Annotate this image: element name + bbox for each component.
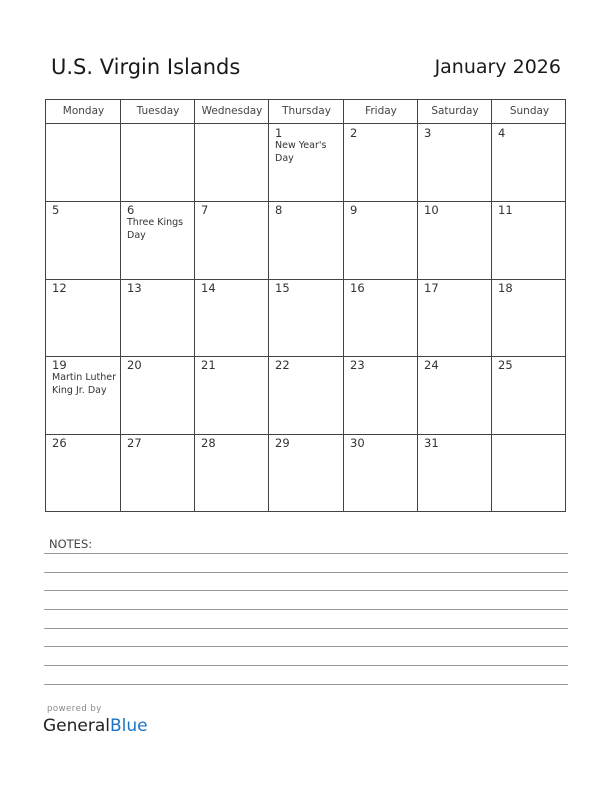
calendar-month: January 2026 bbox=[434, 56, 561, 78]
day-cell[interactable] bbox=[269, 279, 344, 356]
powered-by-text: powered by bbox=[47, 704, 102, 714]
weekday-header: Sunday bbox=[509, 105, 550, 117]
day-number: 23 bbox=[350, 358, 365, 372]
day-number: 28 bbox=[201, 436, 216, 450]
day-number: 4 bbox=[498, 126, 506, 140]
day-cell[interactable] bbox=[195, 434, 269, 512]
notes-line bbox=[44, 609, 568, 610]
day-number: 8 bbox=[275, 203, 283, 217]
day-cell[interactable] bbox=[269, 356, 344, 434]
day-cell[interactable] bbox=[195, 279, 269, 356]
notes-label: NOTES: bbox=[49, 537, 93, 551]
holiday-label: Three Kings Day bbox=[127, 217, 184, 241]
day-number: 2 bbox=[350, 126, 358, 140]
day-number: 7 bbox=[201, 203, 209, 217]
day-number: 27 bbox=[127, 436, 142, 450]
day-number: 26 bbox=[52, 436, 67, 450]
day-cell[interactable] bbox=[418, 124, 492, 201]
day-number: 17 bbox=[424, 281, 439, 295]
notes-line bbox=[44, 684, 568, 685]
day-cell[interactable] bbox=[344, 124, 418, 201]
day-number: 12 bbox=[52, 281, 67, 295]
brand-blue: Blue bbox=[110, 716, 148, 736]
day-cell[interactable] bbox=[46, 434, 121, 512]
day-number: 31 bbox=[424, 436, 439, 450]
day-number: 16 bbox=[350, 281, 365, 295]
weekday-header: Wednesday bbox=[201, 105, 263, 117]
day-cell[interactable] bbox=[418, 434, 492, 512]
holiday-label: Martin Luther King Jr. Day bbox=[52, 372, 116, 396]
day-number: 29 bbox=[275, 436, 290, 450]
day-cell[interactable] bbox=[492, 201, 567, 279]
day-cell[interactable] bbox=[46, 124, 121, 201]
day-number: 15 bbox=[275, 281, 290, 295]
day-number: 3 bbox=[424, 126, 432, 140]
day-cell[interactable] bbox=[46, 279, 121, 356]
day-cell[interactable] bbox=[492, 356, 567, 434]
calendar-grid bbox=[45, 99, 566, 512]
notes-line bbox=[44, 646, 568, 647]
weekday-header: Monday bbox=[62, 105, 105, 117]
notes-line bbox=[44, 572, 568, 573]
day-cell[interactable] bbox=[121, 124, 195, 201]
day-number: 18 bbox=[498, 281, 513, 295]
day-number: 30 bbox=[350, 436, 365, 450]
day-number: 20 bbox=[127, 358, 142, 372]
notes-line bbox=[44, 553, 568, 554]
day-number: 25 bbox=[498, 358, 513, 372]
day-number: 6 bbox=[127, 203, 135, 217]
weekday-header: Saturday bbox=[431, 105, 479, 117]
day-cell[interactable] bbox=[269, 124, 344, 201]
day-number: 10 bbox=[424, 203, 439, 217]
day-cell[interactable] bbox=[195, 201, 269, 279]
day-cell[interactable] bbox=[492, 279, 567, 356]
brand-general: General bbox=[43, 716, 110, 736]
holiday-label: New Year's Day bbox=[275, 140, 327, 164]
day-cell[interactable] bbox=[46, 356, 121, 434]
weekday-header: Thursday bbox=[282, 105, 331, 117]
day-cell[interactable] bbox=[344, 434, 418, 512]
weekday-header: Friday bbox=[365, 105, 397, 117]
day-number: 11 bbox=[498, 203, 513, 217]
day-cell[interactable] bbox=[121, 279, 195, 356]
weekday-header: Tuesday bbox=[136, 105, 180, 117]
day-number: 1 bbox=[275, 126, 283, 140]
day-number: 21 bbox=[201, 358, 216, 372]
notes-line bbox=[44, 665, 568, 666]
day-number: 24 bbox=[424, 358, 439, 372]
notes-line bbox=[44, 628, 568, 629]
day-number: 19 bbox=[52, 358, 67, 372]
day-number: 13 bbox=[127, 281, 142, 295]
generalblue-logo bbox=[43, 716, 148, 736]
day-number: 5 bbox=[52, 203, 60, 217]
day-cell[interactable] bbox=[46, 201, 121, 279]
day-cell[interactable] bbox=[344, 279, 418, 356]
day-cell[interactable] bbox=[121, 434, 195, 512]
calendar-title: U.S. Virgin Islands bbox=[51, 55, 241, 79]
weekday-header-row bbox=[46, 100, 565, 124]
day-cell[interactable] bbox=[195, 356, 269, 434]
day-cell[interactable] bbox=[418, 201, 492, 279]
day-cell[interactable] bbox=[195, 124, 269, 201]
notes-line bbox=[44, 590, 568, 591]
day-number: 9 bbox=[350, 203, 358, 217]
day-cell[interactable] bbox=[492, 434, 567, 512]
day-cell[interactable] bbox=[418, 279, 492, 356]
day-number: 22 bbox=[275, 358, 290, 372]
day-cell[interactable] bbox=[269, 201, 344, 279]
day-cell[interactable] bbox=[492, 124, 567, 201]
day-cell[interactable] bbox=[344, 201, 418, 279]
day-cell[interactable] bbox=[269, 434, 344, 512]
day-cell[interactable] bbox=[121, 356, 195, 434]
day-number: 14 bbox=[201, 281, 216, 295]
day-cell[interactable] bbox=[344, 356, 418, 434]
day-cell[interactable] bbox=[121, 201, 195, 279]
day-cell[interactable] bbox=[418, 356, 492, 434]
